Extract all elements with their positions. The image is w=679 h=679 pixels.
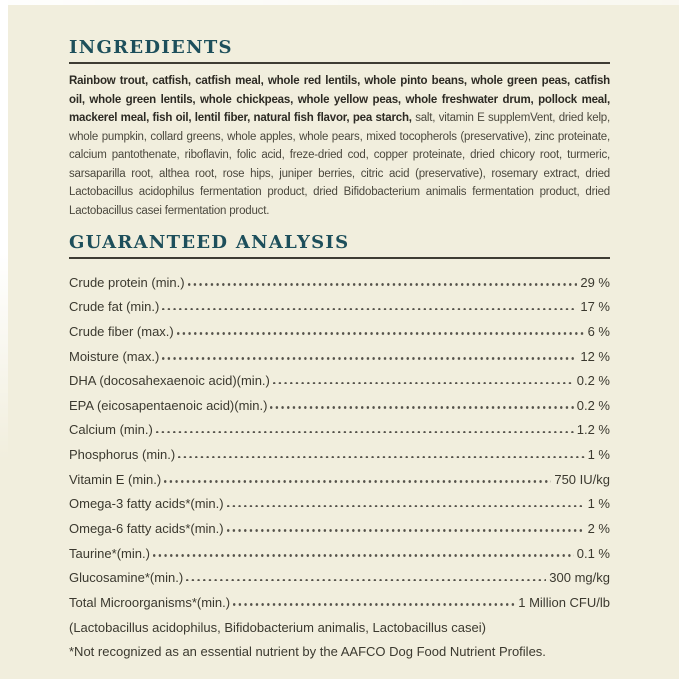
analysis-row-leader-dots — [178, 456, 584, 459]
analysis-row-label: Crude fiber (max.) — [69, 323, 174, 339]
analysis-row-label: Taurine*(min.) — [69, 545, 150, 561]
analysis-row-value: 0.2 % — [576, 373, 610, 389]
analysis-row-value: 29 % — [580, 274, 610, 290]
analysis-row — [69, 511, 610, 536]
label-content — [69, 38, 610, 659]
microorganisms-note: (Lactobacillus acidophilus, Bifidobacterium animalis, Lactobacillus casei) — [69, 619, 486, 635]
analysis-row-leader-dots — [273, 382, 574, 385]
analysis-row-label: Calcium (min.) — [69, 422, 153, 438]
frame-edge-top — [0, 0, 679, 5]
analysis-rows — [69, 265, 610, 610]
analysis-row-label: EPA (eicosapentaenoic acid)(min.) — [69, 397, 268, 413]
analysis-row-value: 1 % — [587, 496, 610, 512]
analysis-row-value: 1 % — [587, 447, 610, 463]
analysis-row-leader-dots — [153, 554, 574, 557]
ingredients-bold-text: Rainbow trout, catfish, catfish meal, whole red lentils, whole pinto beans, whole green peas, catfish oil, whole green lentils, whole chickpeas, whole yellow peas, whole freshwater drum, pollock meal, mackerel meal, fish oil, lentil fiber, natural fish flavor, pea starch, — [69, 75, 610, 124]
analysis-row-label: Omega-6 fatty acids*(min.) — [69, 521, 224, 537]
analysis-row — [69, 487, 610, 512]
ingredients-regular-text: salt, vitamin E supplemVent, dried kelp, whole pumpkin, collard greens, whole apples, whole pears, mixed tocopherols (preservative), zinc proteinate, calcium pantothenate, riboflavin, folic acid, freze-dried cod, copper proteinate, dried chicory root, turmeric, sarsaparilla root, althea root, rose hips, juniper berries, citric acid (preservative), rosemary extract, dried Lactobacillus acidophilus fermentation product, dried Bifidobacterium animalis fermentation product, dried Lactobacillus casei fermentation product. — [69, 112, 610, 217]
analysis-row — [69, 585, 610, 610]
analysis-row — [69, 339, 610, 364]
analysis-row-label: Vitamin E (min.) — [69, 471, 162, 487]
analysis-row — [69, 413, 610, 438]
analysis-row — [69, 314, 610, 339]
analysis-row-label: Glucosamine*(min.) — [69, 570, 184, 586]
analysis-row — [69, 437, 610, 462]
analysis-row — [69, 290, 610, 315]
analysis-row-value: 1 Million CFU/lb — [518, 594, 610, 610]
analysis-row-leader-dots — [162, 357, 577, 360]
guaranteed-analysis-rule — [69, 257, 610, 259]
analysis-row-leader-dots — [164, 480, 551, 483]
analysis-row-label: Omega-3 fatty acids*(min.) — [69, 496, 224, 512]
analysis-row-value: 6 % — [587, 323, 610, 339]
analysis-row-value: 0.1 % — [576, 545, 610, 561]
analysis-row-leader-dots — [233, 603, 515, 606]
ingredients-rule — [69, 62, 610, 64]
analysis-row-value: 0.2 % — [576, 397, 610, 413]
analysis-row — [69, 265, 610, 290]
analysis-row — [69, 364, 610, 389]
analysis-row-leader-dots — [227, 505, 585, 508]
ingredients-section — [69, 38, 610, 220]
analysis-row-leader-dots — [156, 431, 574, 434]
analysis-row — [69, 388, 610, 413]
analysis-row-value: 300 mg/kg — [549, 570, 610, 586]
analysis-row-value: 12 % — [580, 348, 610, 364]
analysis-row-label: Total Microorganisms*(min.) — [69, 594, 231, 610]
analysis-row — [69, 561, 610, 586]
guaranteed-analysis-section — [69, 233, 610, 659]
ingredients-paragraph — [69, 72, 610, 220]
analysis-row-label: Crude fat (min.) — [69, 299, 160, 315]
analysis-row-value: 750 IU/kg — [554, 471, 610, 487]
analysis-row — [69, 462, 610, 487]
analysis-row-label: Phosphorus (min.) — [69, 447, 176, 463]
ingredients-title: INGREDIENTS — [69, 37, 233, 58]
analysis-row-label: Crude protein (min.) — [69, 274, 185, 290]
analysis-row-leader-dots — [162, 308, 577, 311]
analysis-row — [69, 536, 610, 561]
analysis-row-label: DHA (docosahexaenoic acid)(min.) — [69, 373, 270, 389]
analysis-row-leader-dots — [186, 579, 546, 582]
analysis-row-leader-dots — [177, 332, 585, 335]
analysis-row-leader-dots — [188, 283, 578, 286]
frame-edge-left — [0, 0, 8, 460]
analysis-row-value: 2 % — [587, 521, 610, 537]
analysis-row-value: 1.2 % — [576, 422, 610, 438]
aafco-footnote: *Not recognized as an essential nutrient by the AAFCO Dog Food Nutrient Profiles. — [69, 644, 546, 660]
analysis-row-label: Moisture (max.) — [69, 348, 160, 364]
guaranteed-analysis-title: GUARANTEED ANALYSIS — [69, 232, 350, 253]
analysis-row-value: 17 % — [580, 299, 610, 315]
analysis-row-leader-dots — [227, 529, 585, 532]
analysis-row-leader-dots — [270, 406, 573, 409]
